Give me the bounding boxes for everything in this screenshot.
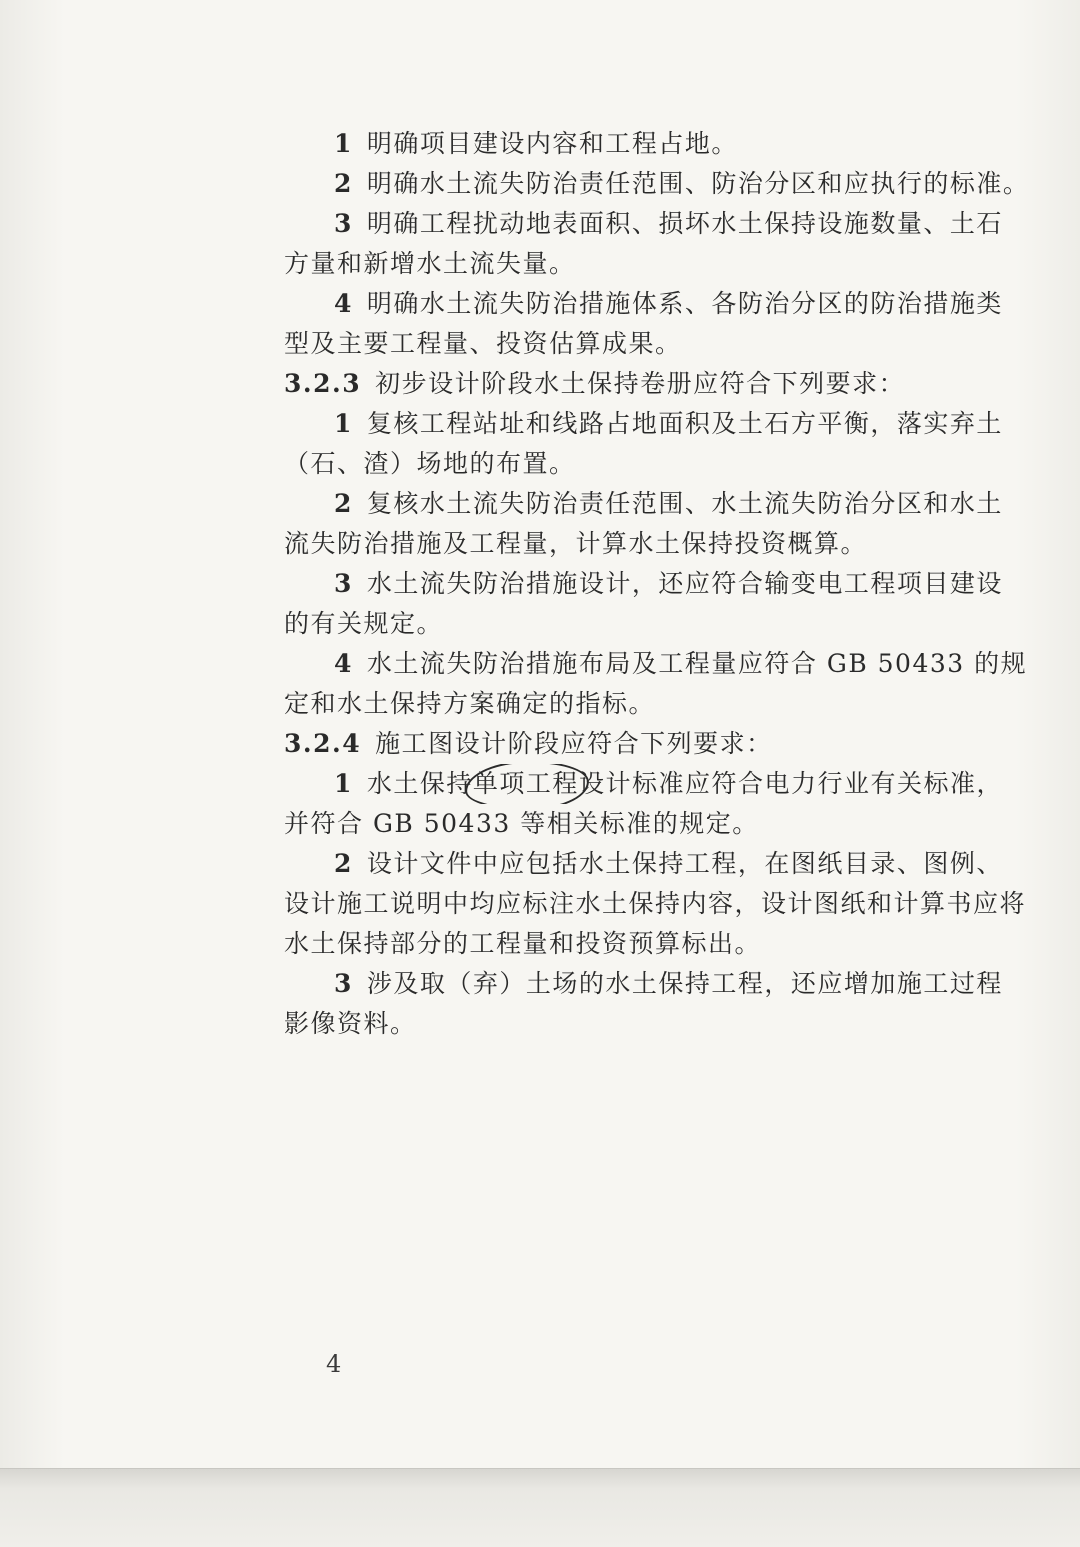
item-number: 2 <box>334 169 353 198</box>
text-line <box>284 844 1030 884</box>
text-line <box>284 324 1030 364</box>
text-line <box>284 964 1030 1004</box>
line-text: 定和水土保持方案确定的指标。 <box>284 689 656 718</box>
page-number: 4 <box>326 1350 342 1378</box>
line-text: 流失防治措施及工程量，计算水土保持投资概算。 <box>284 529 868 558</box>
text-line <box>284 684 1030 724</box>
text-line <box>284 764 1030 804</box>
item-number: 4 <box>334 289 353 318</box>
text-line <box>284 1004 1030 1044</box>
item-number: 4 <box>334 649 353 678</box>
text-line <box>284 164 1030 204</box>
item-number: 3 <box>334 569 353 598</box>
section-heading <box>284 724 1030 764</box>
item-number: 3 <box>334 209 353 238</box>
line-text: 初步设计阶段水土保持卷册应符合下列要求： <box>375 369 906 398</box>
text-line <box>284 244 1030 284</box>
page-bottom-edge <box>0 1468 1080 1547</box>
item-number: 2 <box>334 489 353 518</box>
item-number: 1 <box>334 129 353 158</box>
text-line <box>284 804 1030 844</box>
line-text: 水土流失防治措施设计，还应符合输变电工程项目建设 <box>366 569 1003 598</box>
text-line <box>284 484 1030 524</box>
line-text: 并符合 GB 50433 等相关标准的规定。 <box>284 809 759 838</box>
section-number: 3.2.3 <box>284 369 362 398</box>
item-number: 2 <box>334 849 353 878</box>
text-line <box>284 524 1030 564</box>
section-number: 3.2.4 <box>284 729 362 758</box>
line-text: 复核工程站址和线路占地面积及土石方平衡，落实弃土 <box>366 409 1003 438</box>
text-line <box>284 204 1030 244</box>
item-number: 3 <box>334 969 353 998</box>
line-text: 影像资料。 <box>284 1009 417 1038</box>
line-text: 明确水土流失防治措施体系、各防治分区的防治措施类 <box>366 289 1003 318</box>
line-text: 涉及取（弃）土场的水土保持工程，还应增加施工过程 <box>366 969 1003 998</box>
line-text: （石、渣）场地的布置。 <box>284 449 576 478</box>
line-text-pre: 水土保持 <box>366 769 473 798</box>
item-number: 1 <box>334 769 353 798</box>
text-line <box>284 284 1030 324</box>
item-number: 1 <box>334 409 353 438</box>
line-text: 复核水土流失防治责任范围、水土流失防治分区和水土 <box>366 489 1003 518</box>
section-heading <box>284 364 1030 404</box>
line-text: 设计文件中应包括水土保持工程，在图纸目录、图例、 <box>366 849 1003 878</box>
line-text: 明确工程扰动地表面积、损坏水土保持设施数量、土石 <box>366 209 1003 238</box>
line-text: 明确水土流失防治责任范围、防治分区和应执行的标准。 <box>366 169 1030 198</box>
line-text: 水土流失防治措施布局及工程量应符合 GB 50433 的规 <box>366 649 1028 678</box>
line-text: 水土保持部分的工程量和投资预算标出。 <box>284 929 762 958</box>
text-line <box>284 404 1030 444</box>
handwritten-circle-annotation: 单项工程 <box>473 764 579 804</box>
text-line <box>284 124 1030 164</box>
text-line <box>284 924 1030 964</box>
text-line <box>284 444 1030 484</box>
line-text: 型及主要工程量、投资估算成果。 <box>284 329 682 358</box>
line-text: 明确项目建设内容和工程占地。 <box>366 129 738 158</box>
line-text: 设计施工说明中均应标注水土保持内容，设计图纸和计算书应将 <box>284 889 1027 918</box>
text-line <box>284 604 1030 644</box>
body-text <box>284 124 1030 1044</box>
line-text: 的有关规定。 <box>284 609 444 638</box>
line-text: 方量和新增水土流失量。 <box>284 249 576 278</box>
text-line <box>284 884 1030 924</box>
text-line <box>284 564 1030 604</box>
line-text-post: 设计标准应符合电力行业有关标准， <box>578 769 1003 798</box>
text-line <box>284 644 1030 684</box>
line-text: 施工图设计阶段应符合下列要求： <box>375 729 773 758</box>
